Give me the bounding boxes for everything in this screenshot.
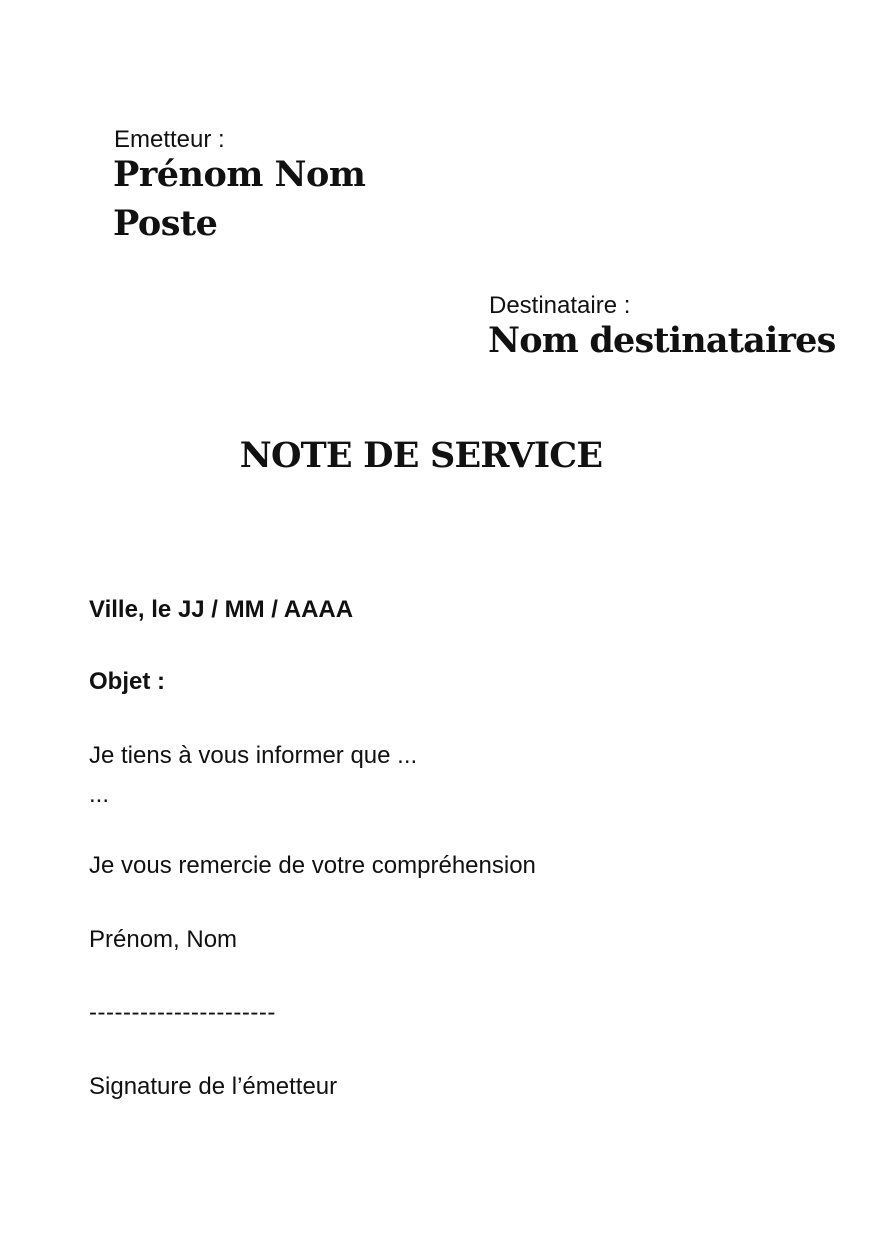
signer-name: Prénom, Nom: [89, 926, 238, 953]
document-title: NOTE DE SERVICE: [239, 435, 603, 476]
thanks-text: Je vous remercie de votre compréhension: [89, 852, 536, 879]
recipient-label: Destinataire :: [489, 292, 631, 319]
continuation-text: ...: [89, 781, 110, 808]
subject-label: Objet :: [89, 668, 165, 695]
date-line: Ville, le JJ / MM / AAAA: [89, 596, 354, 623]
recipient-name: Nom destinataires: [488, 320, 836, 361]
sender-name: Prénom Nom: [113, 154, 366, 195]
sender-position: Poste: [113, 203, 218, 244]
signature-line: ----------------------: [89, 999, 276, 1026]
signature-caption: Signature de l’émetteur: [89, 1073, 338, 1100]
intro-text: Je tiens à vous informer que ...: [89, 742, 418, 769]
sender-label: Emetteur :: [114, 126, 225, 153]
